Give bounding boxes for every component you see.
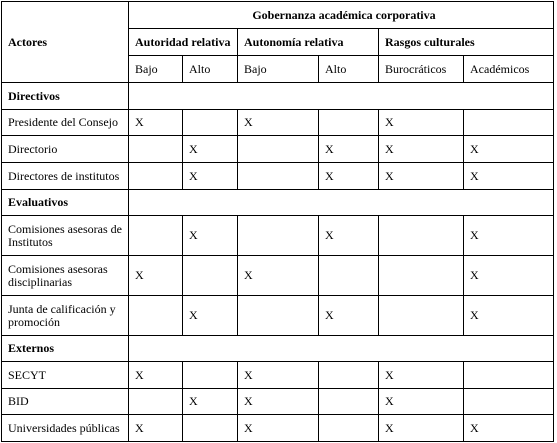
header-row-governance [2,2,554,29]
table-row [2,110,554,136]
table-cell: X [238,256,319,296]
table-cell [129,136,183,163]
section-row [2,190,554,216]
table-cell: X [464,415,554,442]
section-title: Externos [2,336,129,362]
actor-label: Universidades públicas [2,415,129,442]
table-cell: X [238,415,319,442]
section-title: Evaluativos [2,190,129,216]
table-cell: X [183,216,238,256]
actors-header: Actores [2,2,129,83]
table-cell [319,362,379,389]
table-cell: X [464,163,554,190]
table-cell [464,110,554,136]
table-cell [183,256,238,296]
table-cell [183,110,238,136]
table-cell [464,362,554,389]
table-cell: X [319,163,379,190]
table-cell: X [379,136,464,163]
table-cell [238,296,319,336]
table-cell: X [129,415,183,442]
table-cell: X [319,136,379,163]
table-cell [183,362,238,389]
section-spacer [129,336,554,362]
table-cell: X [464,216,554,256]
table-cell [238,216,319,256]
table-row [2,136,554,163]
subheader-cell: Bajo [238,56,319,83]
table-row [2,415,554,442]
table-row [2,256,554,296]
table-cell: X [464,256,554,296]
governance-header: Gobernanza académica corporativa [129,2,554,29]
actor-label: Directorio [2,136,129,163]
table-cell: X [129,362,183,389]
table-cell [379,256,464,296]
table-cell: X [183,296,238,336]
group-header-rasgos: Rasgos culturales [379,29,554,56]
table-row [2,296,554,336]
subheader-cell: Bajo [129,56,183,83]
table-cell [238,136,319,163]
table-cell [319,389,379,415]
table-cell: X [238,389,319,415]
table-cell [319,110,379,136]
actor-label: Directores de institutos [2,163,129,190]
section-row [2,336,554,362]
table-cell: X [379,389,464,415]
actor-label: Presidente del Consejo [2,110,129,136]
table-body [2,2,554,442]
table-cell [464,389,554,415]
table-cell: X [183,389,238,415]
section-row [2,83,554,110]
table-cell: X [319,216,379,256]
group-header-autonomia: Autonomía relativa [238,29,379,56]
table-row [2,389,554,415]
table-cell [379,216,464,256]
table-cell [319,415,379,442]
subheader-cell: Burocráticos [379,56,464,83]
table-cell: X [464,296,554,336]
table-cell: X [464,136,554,163]
actor-label: SECYT [2,362,129,389]
table-cell: X [183,163,238,190]
table-cell [129,163,183,190]
section-spacer [129,83,554,110]
subheader-cell: Alto [183,56,238,83]
table-row [2,362,554,389]
actor-label: Junta de calificación y promoción [2,296,129,336]
table-cell [129,296,183,336]
table-cell [129,216,183,256]
actor-label: Comisiones asesoras disciplinarias [2,256,129,296]
table-cell: X [379,362,464,389]
table-cell: X [129,256,183,296]
subheader-cell: Alto [319,56,379,83]
section-title: Directivos [2,83,129,110]
governance-table [1,1,554,442]
table-cell: X [238,110,319,136]
group-header-autoridad: Autoridad relativa [129,29,238,56]
table-cell [319,256,379,296]
table-cell [183,415,238,442]
section-spacer [129,190,554,216]
table-cell: X [129,110,183,136]
table-cell: X [319,296,379,336]
table-cell [379,296,464,336]
table-row [2,163,554,190]
table-cell: X [379,415,464,442]
subheader-cell: Académicos [464,56,554,83]
table-cell [129,389,183,415]
table-cell [238,163,319,190]
table-cell: X [379,110,464,136]
actor-label: Comisiones asesoras de Institutos [2,216,129,256]
table-cell: X [183,136,238,163]
table-row [2,216,554,256]
actor-label: BID [2,389,129,415]
table-cell: X [379,163,464,190]
table-cell: X [238,362,319,389]
